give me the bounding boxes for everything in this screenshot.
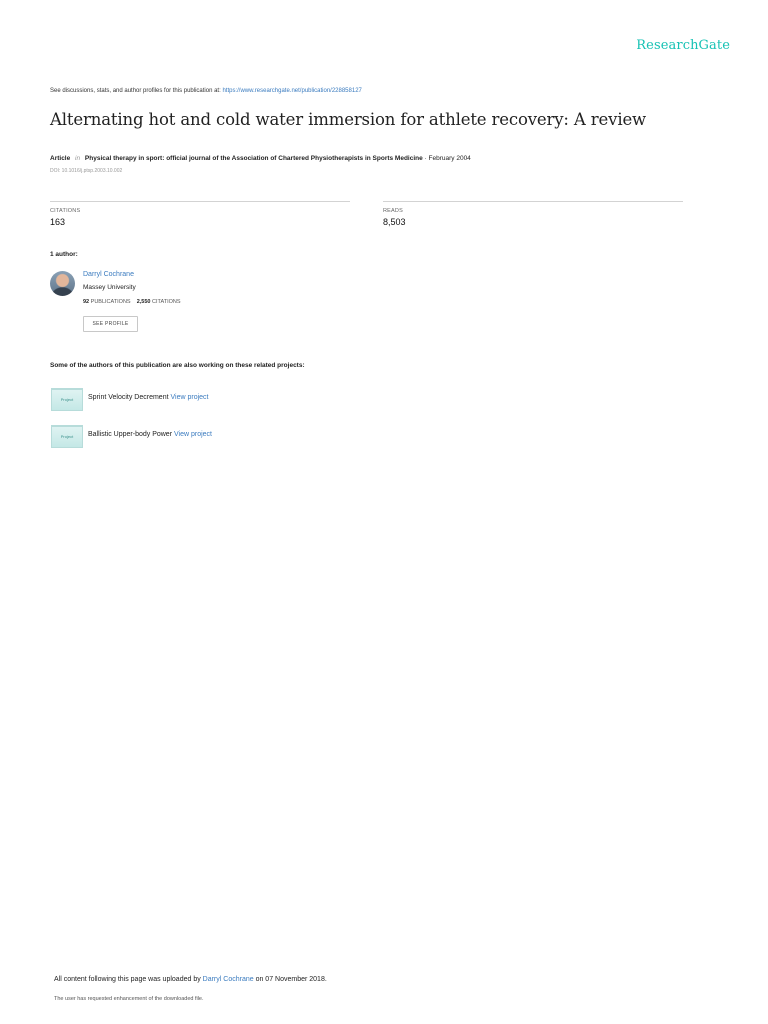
reads-value: 8,503: [383, 217, 406, 227]
project-item: [88, 431, 212, 438]
author-avatar[interactable]: [50, 271, 75, 296]
project-item: [88, 394, 209, 401]
upload-suffix: on 07 November 2018.: [253, 976, 327, 983]
authors-heading: 1 author:: [50, 251, 78, 258]
upload-notice: [54, 976, 327, 983]
view-project-link[interactable]: View project: [174, 431, 213, 438]
upload-prefix: All content following this page was uploaded by: [54, 976, 203, 983]
author-affiliation: Massey University: [83, 284, 136, 291]
author-citations-label: CITATIONS: [152, 299, 181, 305]
reads-label: READS: [383, 208, 403, 214]
publication-meta: [50, 155, 471, 162]
author-citations-count: 2,550: [136, 299, 151, 305]
publication-date: · February 2004: [422, 155, 471, 162]
project-folder-icon: Project: [51, 425, 83, 448]
researchgate-logo[interactable]: ResearchGate: [636, 38, 730, 53]
project-folder-icon: Project: [51, 388, 83, 411]
project-name: Sprint Velocity Decrement: [88, 394, 169, 401]
author-name-link[interactable]: Darryl Cochrane: [83, 271, 134, 278]
related-projects-heading: Some of the authors of this publication are also working on these related projects:: [50, 362, 305, 369]
see-profile-button[interactable]: SEE PROFILE: [83, 316, 138, 332]
citations-value: 163: [50, 217, 66, 227]
author-publications-count: 92: [83, 299, 90, 305]
discussion-text: See discussions, stats, and author profiles for this publication at:: [50, 88, 223, 94]
doi: DOI: 10.1016/j.ptsp.2003.10.002: [50, 168, 123, 174]
project-name: Ballistic Upper-body Power: [88, 431, 173, 438]
divider: [50, 201, 350, 202]
in-label: in: [75, 155, 81, 162]
publication-url-link[interactable]: https://www.researchgate.net/publication/228858127: [222, 88, 362, 94]
view-project-link[interactable]: View project: [170, 394, 209, 401]
publication-title: Alternating hot and cold water immersion for athlete recovery: A review: [50, 110, 647, 129]
citations-label: CITATIONS: [50, 208, 81, 214]
divider: [383, 201, 683, 202]
journal-name: Physical therapy in sport: official journal of the Association of Chartered Physiotherapists in Sports Medicine: [84, 155, 423, 162]
publication-type: Article: [50, 155, 71, 162]
discussion-line: [50, 88, 362, 94]
uploader-link[interactable]: Darryl Cochrane: [202, 976, 254, 983]
enhancement-note: The user has requested enhancement of the downloaded file.: [54, 996, 204, 1002]
author-stats: [83, 299, 181, 305]
author-publications-label: PUBLICATIONS: [90, 299, 131, 305]
